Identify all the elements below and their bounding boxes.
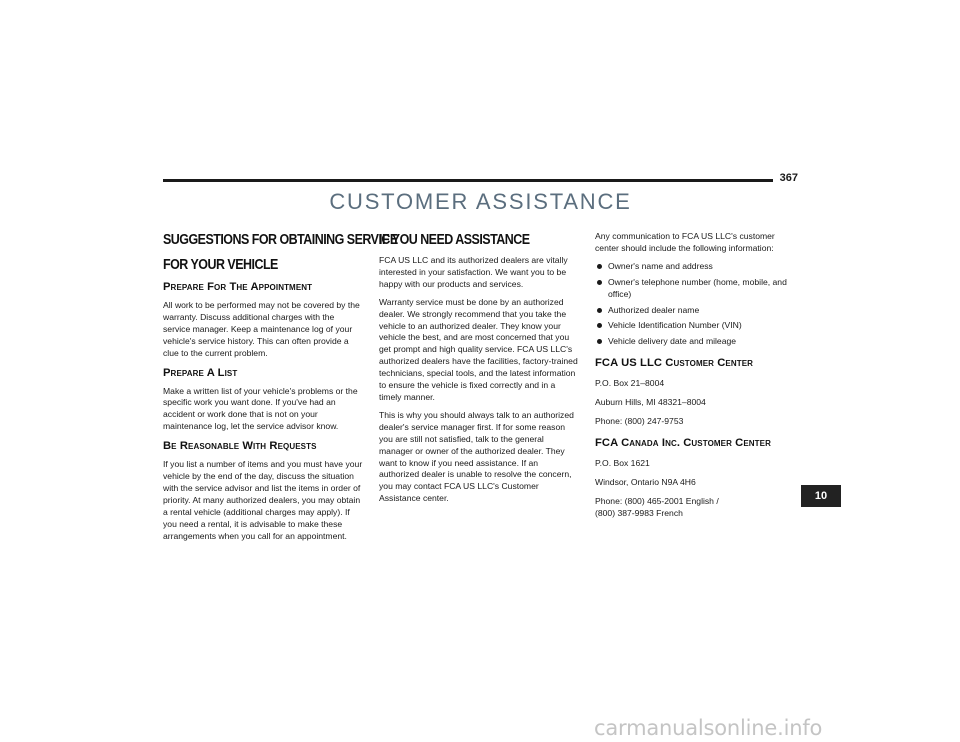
subheading-prepare-appointment: Prepare For The Appointment — [163, 281, 313, 293]
subheading-prepare-list: Prepare A List — [163, 366, 238, 379]
fca-us-phone: Phone: (800) 247-9753 — [595, 416, 684, 427]
list-item: Owner's name and address — [595, 261, 795, 273]
paragraph-communication-intro: Any communication to FCA US LLC's customer center should include the following information: — [595, 231, 775, 253]
section-title-service-line2: FOR YOUR VEHICLE — [163, 257, 278, 273]
header-rule — [163, 179, 773, 182]
chapter-title: CUSTOMER ASSISTANCE — [329, 189, 632, 214]
bullet-icon — [597, 308, 602, 313]
required-info-list — [595, 261, 795, 348]
fca-canada-phone-line1: Phone: (800) 465-2001 English / — [595, 495, 719, 506]
fca-canada-phone — [595, 496, 795, 520]
section-title-assistance: IF YOU NEED ASSISTANCE — [379, 232, 530, 248]
fca-us-address-line2: Auburn Hills, MI 48321–8004 — [595, 397, 706, 408]
page-number: 367 — [779, 172, 798, 184]
paragraph-reasonable-requests: If you list a number of items and you must have your vehicle by the end of the day, discuss the situation with the service advisor and list the items in order of priority. At many authorized dealers, you may obtain a rental vehicle (additional charges may apply). If you need a rental, it is advisable to make these arrangements when you call for an appointment. — [163, 459, 363, 541]
fca-canada-address-line2: Windsor, Ontario N9A 4H6 — [595, 476, 696, 487]
column-customer-centers — [595, 231, 795, 527]
bullet-icon — [597, 264, 602, 269]
column-if-you-need-assistance — [379, 231, 579, 511]
paragraph-prepare-list: Make a written list of your vehicle's problems or the specific work you want done. If you've had an accident or work done that is not on your maintenance log, let the service advisor know. — [163, 385, 358, 432]
subheading-fca-canada-center: FCA Canada Inc. Customer Center — [595, 436, 771, 449]
fca-canada-phone-line2: (800) 387-9983 French — [595, 507, 683, 518]
watermark: carmanualsonline.info — [594, 716, 823, 740]
chapter-tab-marker: 10 — [801, 485, 841, 507]
fca-us-address-line1: P.O. Box 21–8004 — [595, 378, 665, 389]
bullet-icon — [597, 323, 602, 328]
section-title-service-line1: SUGGESTIONS FOR OBTAINING SERVICE — [163, 232, 398, 248]
fca-canada-address-line1: P.O. Box 1621 — [595, 457, 650, 468]
list-item: Owner's telephone number (home, mobile, and office) — [595, 277, 795, 301]
paragraph-assistance-2: Warranty service must be done by an authorized dealer. We strongly recommend that you take the vehicle to an authorized dealer. They know your vehicle the best, and are most concerned that you get prompt and high quality service. FCA US LLC's authorized dealers have the facilities, factory-trained technicians, special tools, and the latest information to ensure the vehicle is fixed correctly and in a timely manner. — [379, 296, 578, 402]
subheading-fca-us-center: FCA US LLC Customer Center — [595, 357, 754, 370]
paragraph-assistance-1: FCA US LLC and its authorized dealers are vitally interested in your satisfaction. We want you to be happy with our products and services. — [379, 255, 568, 289]
list-item: Vehicle delivery date and mileage — [595, 336, 795, 348]
list-item: Authorized dealer name — [595, 305, 795, 317]
paragraph-prepare-appointment: All work to be performed may not be covered by the warranty. Discuss additional charges with the service manager. Keep a maintenance log of your vehicle's service history. This can often provide a clue to the current problem. — [163, 300, 360, 358]
list-item: Vehicle Identification Number (VIN) — [595, 320, 795, 332]
bullet-icon — [597, 280, 602, 285]
paragraph-assistance-3: This is why you should always talk to an authorized dealer's service manager first. If for some reason you are still not satisfied, talk to the general manager or owner of the authorized dealer. They want to know if you need assistance. If an authorized dealer is unable to resolve the concern, you may contact FCA US LLC's Customer Assistance center. — [379, 409, 574, 504]
column-service-suggestions — [163, 231, 398, 549]
bullet-icon — [597, 339, 602, 344]
subheading-reasonable-requests: Be Reasonable With Requests — [163, 440, 317, 453]
